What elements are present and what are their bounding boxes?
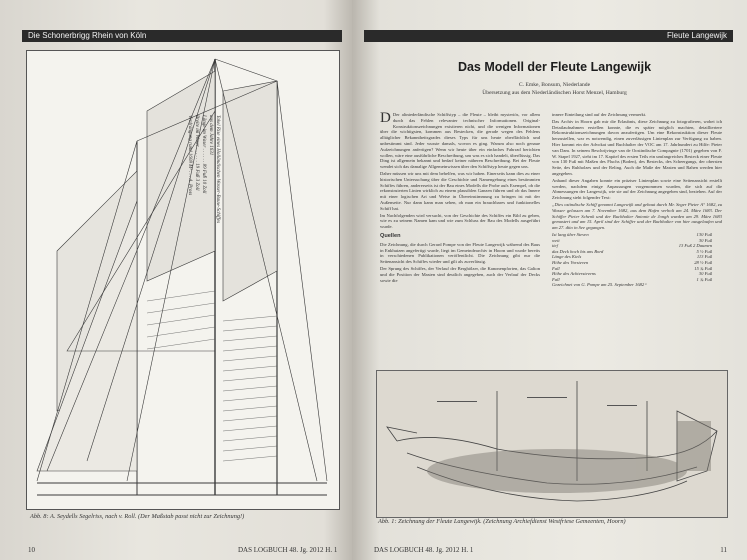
author-line: C. Emke, Bonsum, Niederlande — [518, 82, 591, 88]
left-page-number: 10 — [28, 546, 35, 554]
right-page-number: 11 — [720, 546, 727, 554]
left-running-header: Die Schonerbrigg Rhein von Köln — [22, 30, 342, 42]
figure-note-line: aus dem Jahre 1631 — [208, 115, 213, 156]
figure-note-line: Breite im Waser . . . . . . 19 Fuß 3 Zoll — [194, 115, 199, 191]
dimension-label: das Deck hoch bis ans Bord — [552, 248, 604, 254]
dimension-label: Höhe des Vorsteven — [552, 259, 589, 265]
dimension-value: 130 Fuß — [696, 231, 712, 237]
paragraph — [380, 112, 540, 170]
sail-plan-figure — [26, 50, 340, 510]
dimension-label: Länge des Kiels — [552, 254, 582, 260]
paragraph: Das Archiv in Hoorn gab mir die Erlaubnis, diese Zeichnung zu fotografieren, wobei ich Detailaufnahmen erstellen konnte, die es später möglich machten, detailliertere Rekonstruktionszeichnungen davon anzufertigen. Um eine Rekonstruktion dieser Fleute herzustellen, war es notwendig, einen zuverlässigen Linienplan zur Verfügung zu haben. Hier kommt ein der Advokat und Buchhalter der VOC am 17. Jahrhundert zu Hilfe: Pieter van Dam. In seinem Beschrijvinge van de Oostindische Compagnie (1701) gegeben von F. W. Stapel 1927, sieht im 17. Kapitel des ersten Teils ein umfangreiches Besteck einer Fleute von 130 Fuß mit Maßen des Fluchs (Boden), des Bestecks, des Scheergangs, der obersten Seite, des Ruhholzes und der Reling. Auch die Maße der Masten und Rahen werden hier angegeben. — [552, 118, 722, 176]
right-page — [352, 0, 747, 560]
left-page — [0, 0, 352, 560]
dimension-label: tief — [552, 243, 558, 249]
figure-note — [175, 115, 221, 235]
translator-line: Übersetzung aus dem Niederländischen Horst Menzel, Hamburg — [482, 90, 627, 96]
dimension-label: Ist lang über Steven — [552, 231, 589, 237]
dimension-value: 30 Fuß — [698, 237, 712, 243]
figure-note-line: Takel Rise eines Holländischen Wasser-Bauw-Schiffes — [215, 115, 220, 224]
paragraph: Anhand dieser Angaben konnte ein präziser Linienplan sowie eine Seitenansicht erstellt werden, nachdem einige Anpassungen vorgenommen wurden, die sich auf die Abmessungen der Langewijk, wie sie auf der Zeichnung angegeben sind, beziehen. Auf der Zeichnung steht folgender Text: — [552, 177, 722, 201]
fleute-drawing — [377, 371, 727, 517]
drawing-caption: Abb. 1: Zeichnung der Fleute Langewijk. (Zeichnung Archiefdienst Westfriese Gemeenten, Hoorn) — [378, 518, 626, 525]
paragraph: Daher müssen wir uns mit dem behelfen, was wir haben. Einerseits kann dies zu einer historischen Untersuchung über die Geschichte und Namengebung eines bestimmten Schiffes führen, andererseits ist der Bau eines Modells die Probe aufs Exempel, ob die rekonstruierten Linien wirklich zu einem plausiblen Ganzen führen und ob das Innere mit einer logischen Art und Weise in Übereinstimmung zu bringen ist mit der Außenseite. Nur dann kann man sehen, ob man ein brauchbares und funktionelles Schiff hat. — [380, 170, 540, 211]
dimension-value: 28 ½ Fuß — [694, 259, 712, 265]
paragraph: Der Sprung des Schiffes, der Verlauf der Berghölzer, die Kanonenpforten, das Galion und die Position der Masten sind deutlich angegeben, auch der Verlauf der Decks sowie die — [380, 265, 540, 283]
figure-caption: Abb. 8: A. Seydells Segelriss, nach v. Roll. (Der Maßstab passt nicht zur Zeichnung!) — [30, 513, 245, 520]
signature-line: Gezeichnet von G. Pompe am 25. September 1682“ — [552, 282, 647, 288]
article-title: Das Modell der Fleute Langewijk — [457, 60, 652, 74]
figure-note-line: Länge im Waser . . . . . . 89 Fuß 10 Zoll — [201, 115, 206, 194]
dimension-value: 15 ¾ Fuß — [694, 265, 712, 271]
text-column-1 — [380, 112, 540, 284]
dimension-value: 13 Fuß 2 Daumen — [678, 243, 712, 249]
sources-heading: Quellen — [380, 232, 401, 239]
paragraph: Die Zeichnung, die durch Gerard Pompe von der Fleute Langewijk während des Baus in Enkhuizen angefertigt wurde, liegt im Gemeindearchiv in Hoorn und wurde bereits in verschiedenen Publikationen veröffentlicht. Die Zeichnung gibt nur die Seitenansicht des Schiffes wieder und gilt als zuverlässig. — [380, 241, 540, 265]
text-column-2 — [552, 112, 722, 289]
left-footer-journal: DAS LOGBUCH 48. Jg. 2012 H. 1 — [238, 546, 338, 554]
paragraph: Im Nachfolgenden wird versucht, von der Geschichte des Schiffes ein Bild zu geben, wie es zu seinem Namen kam und wie zum Schluss der Bau des Modells ausgeführt wurde. — [380, 212, 540, 230]
quote: „Dies ostindische Schiff genannt Langewijk und gebaut durch Mr. Seger Pieter A° 1682, zu Wasser gelassen am 7. November 1682, aus dem Hafen verholt am 24. März 1683. Der Schiffer Pieter Schenk und der Buchhalter Antonie de Jongh wurden am 29. März 1683 gemustert und am 15. April sind der Schiffer und der Buchhalter von hier ausgelaufen und am 27. dito in See gegangen. — [552, 201, 722, 231]
right-footer-journal: DAS LOGBUCH 48. Jg. 2012 H. 1 — [374, 546, 474, 554]
figure-note-line: Verdrängung rund 1608 M³ . . . A. Pross — [187, 115, 192, 196]
dimension-value: 113 Fuß — [696, 254, 712, 260]
dimension-label: Fall — [552, 265, 560, 271]
drop-cap: D — [380, 110, 391, 126]
dimension-value: 5 ½ Fuß — [696, 248, 712, 254]
dimension-label: weit — [552, 237, 560, 243]
paragraph-text: Der altniederländische Schiffstyp – die Fleute – bleibt mysteriös, vor allem durch das Fehlen relevanter technischer Informationen. Original- Konstruktionszeichnungen existieren nicht, und die wenigen Informationen über die wichtigsten, kommen aus Bestecken, die gerade wegen des Fehlens alltäglicher Bekanntheitsgrades dieses Typs für uns heute oberflächlich und unbestimmt sind. Jeder wusste damals, wovon es ging. Warum also noch genaue Aufzeichnungen anfertigen? Wenn wir heute über ein einfaches Fahrrad berichten wollen, wäre eine ausführliche Beschreibung, um was es sich handelt, überflüssig. Das Ding ist allgemein bekannt und bedarf keiner näheren Beschreibung. Bei der Fleute wendet sich das damalige Allgemeinwissen über den Schiffstyp heute gegen uns. — [380, 112, 540, 170]
dimension-value: 1 ¾ Fuß — [696, 276, 712, 282]
ship-drawing-image — [376, 370, 728, 518]
dimension-label: Höhe des Achterstevens — [552, 271, 596, 277]
dimension-label: Fall — [552, 276, 560, 282]
right-running-header: Fleute Langewijk — [364, 30, 733, 42]
dimensions-list — [552, 232, 722, 282]
dimension-value: 30 Fuß — [698, 271, 712, 277]
paragraph: innere Einteilung sind auf der Zeichnung vermerkt. — [552, 112, 647, 117]
